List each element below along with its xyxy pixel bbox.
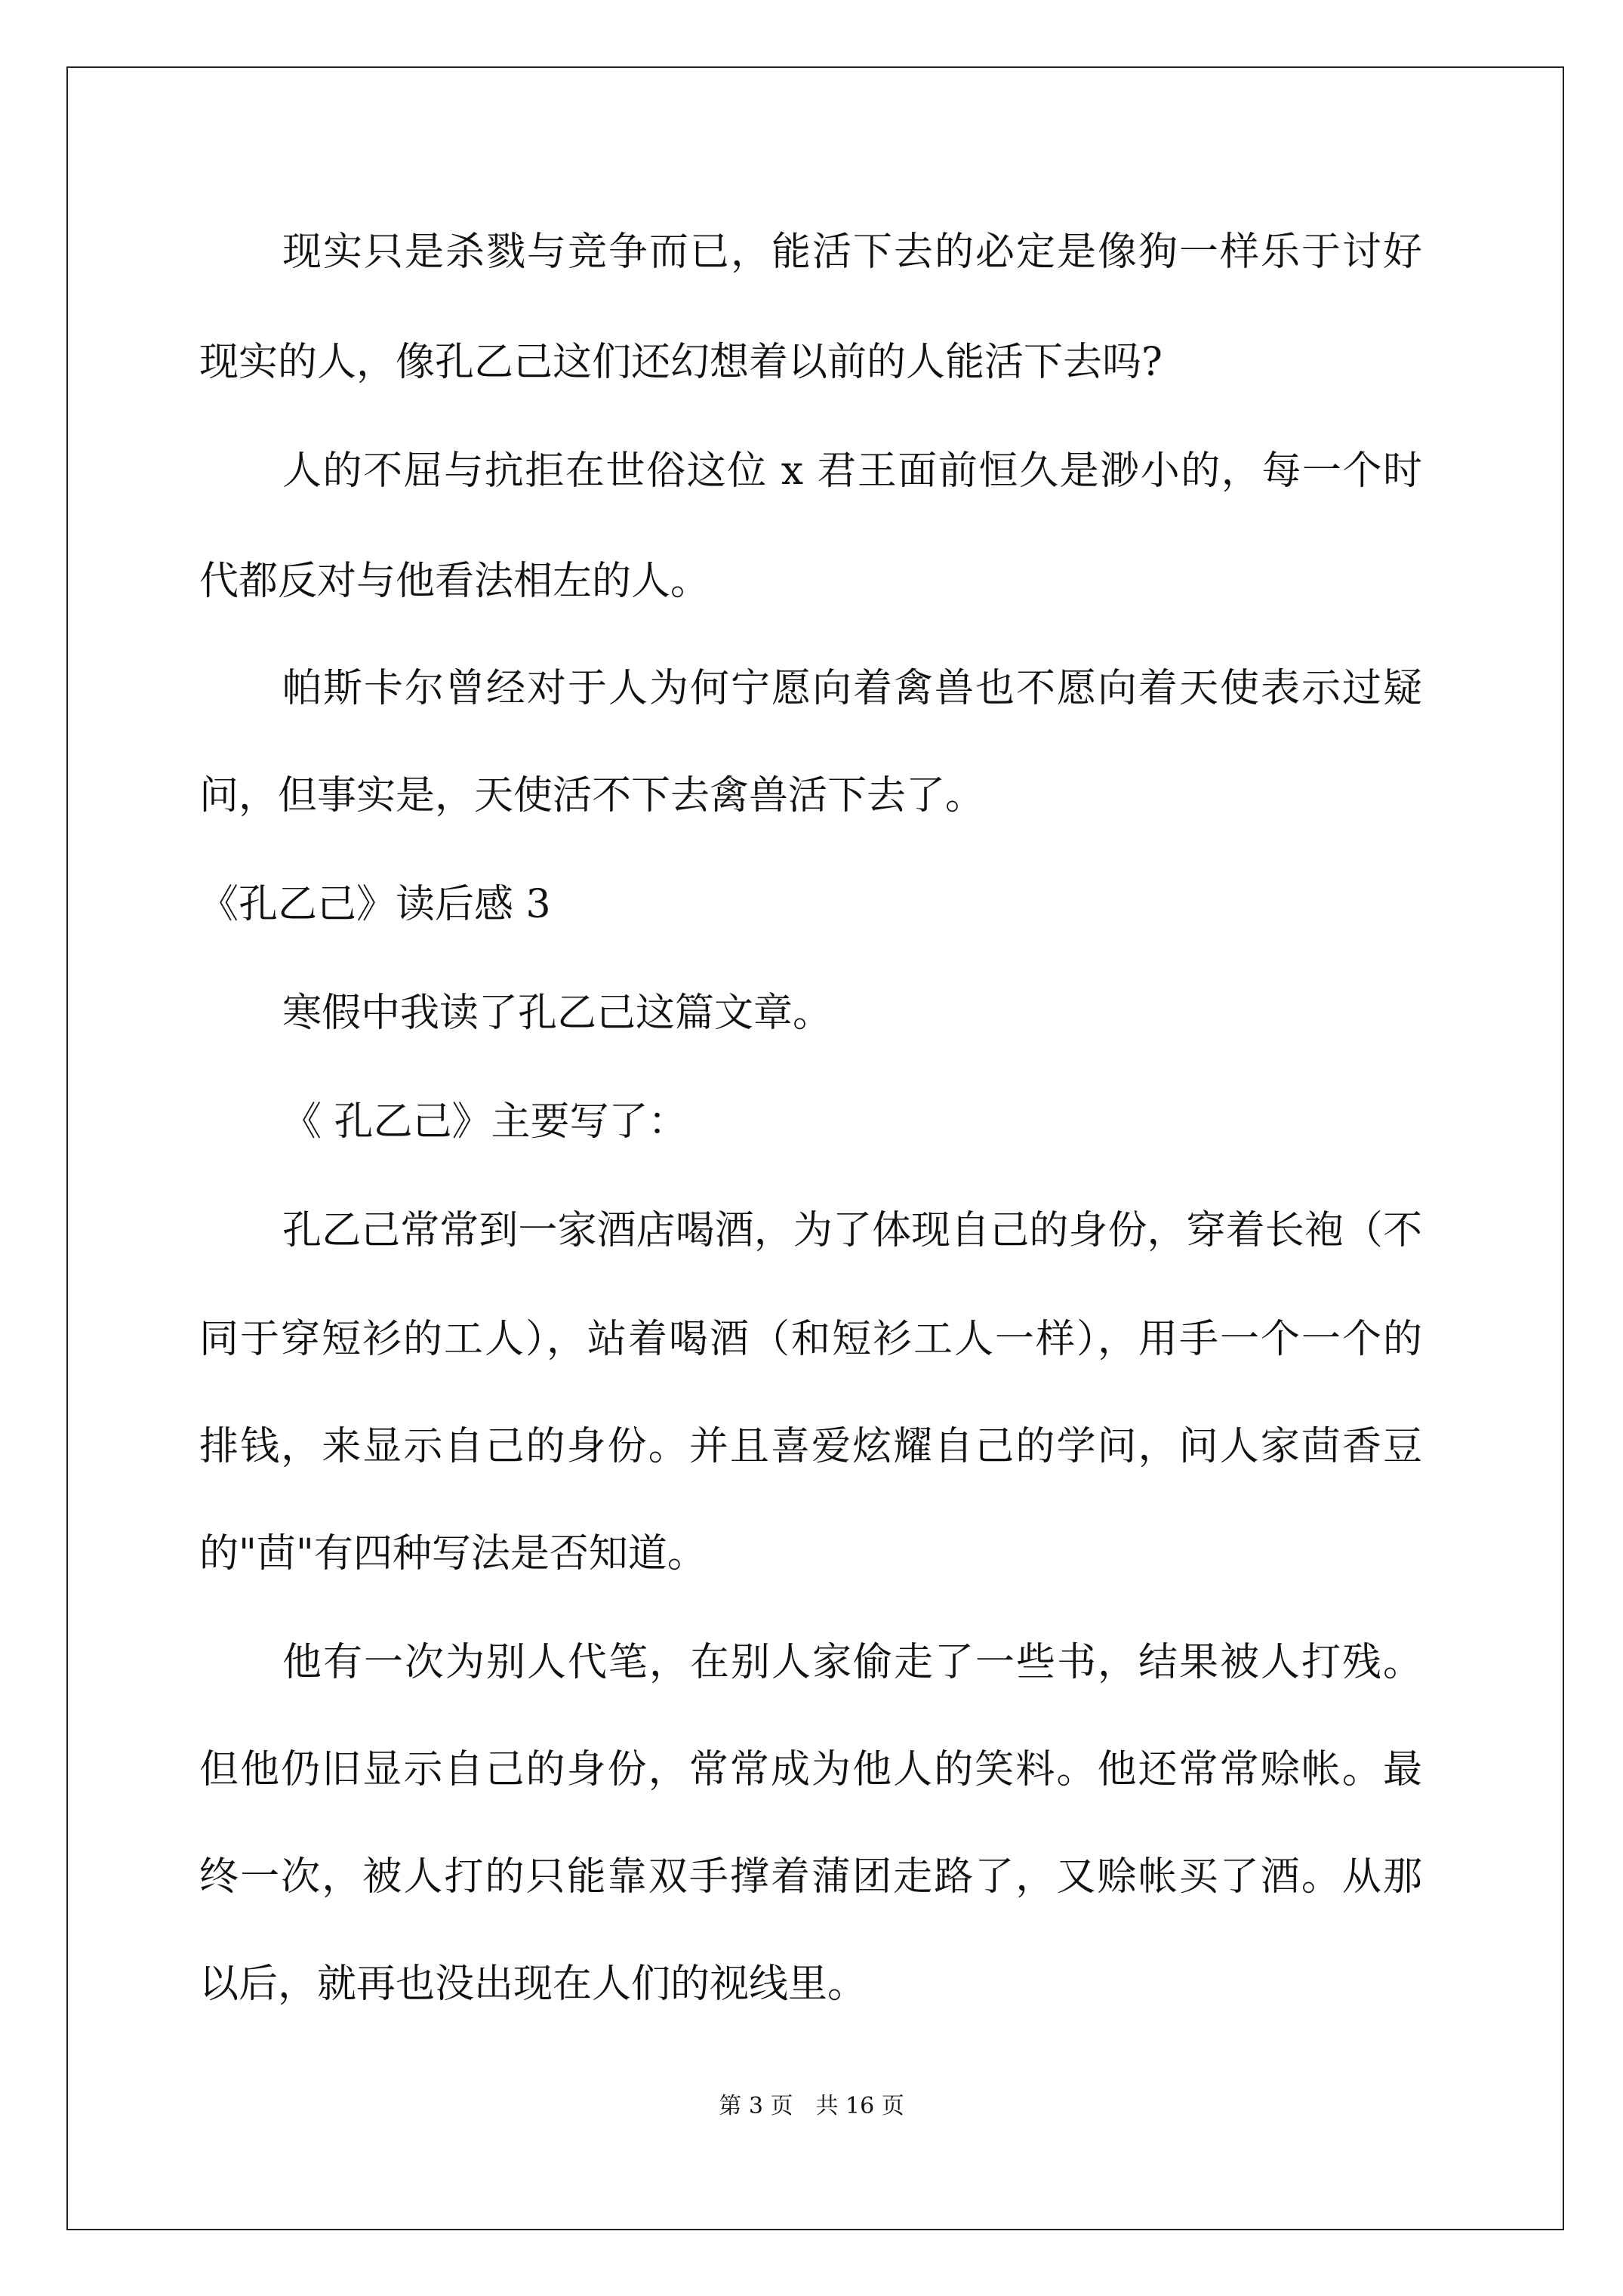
paragraph-line: 以后，就再也没出现在人们的视线里。 [199, 1962, 867, 2007]
paragraph-line: 《 孔乙己》主要写了： [282, 1099, 688, 1145]
page-number-footer: 第 3 页 共 16 页 [719, 2093, 904, 2119]
paragraph-line: 但他仍旧显示自己的身份，常常成为他人的笑料。他还常常赊帐。最 [199, 1747, 1422, 1792]
paragraph-line: 同于穿短衫的工人），站着喝酒（和短衫工人一样），用手一个一个的 [199, 1317, 1422, 1362]
paragraph-line: 问，但事实是，天使活不下去禽兽活下去了。 [199, 773, 985, 818]
paragraph-line: 排钱，来显示自己的身份。并且喜爱炫耀自己的学问，问人家茴香豆 [199, 1424, 1422, 1469]
paragraph-line: 帕斯卡尔曾经对于人为何宁愿向着禽兽也不愿向着天使表示过疑 [282, 666, 1422, 711]
paragraph-line: 寒假中我读了孔乙己这篇文章。 [282, 991, 833, 1036]
paragraph-line: 人的不屈与抗拒在世俗这位 x 君王面前恒久是渺小的，每一个时 [282, 448, 1422, 494]
paragraph-line: 他有一次为别人代笔，在别人家偷走了一些书，结果被人打残。 [282, 1640, 1422, 1685]
paragraph-line: 代都反对与他看法相左的人。 [199, 559, 710, 604]
paragraph-line: 现实只是杀戮与竞争而已，能活下去的必定是像狗一样乐于讨好 [282, 230, 1422, 275]
paragraph-line: 的"茴"有四种写法是否知道。 [199, 1531, 707, 1576]
paragraph-line: 终一次，被人打的只能靠双手撑着蒲团走路了，又赊帐买了酒。从那 [199, 1854, 1422, 1900]
paragraph-line: 现实的人，像孔乙己这们还幻想着以前的人能活下去吗? [199, 340, 1163, 385]
section-heading: 《孔乙己》读后感 3 [199, 882, 551, 927]
page-border [66, 66, 1564, 2230]
paragraph-line: 孔乙己常常到一家酒店喝酒，为了体现自己的身份，穿着长袍（不 [282, 1208, 1422, 1253]
